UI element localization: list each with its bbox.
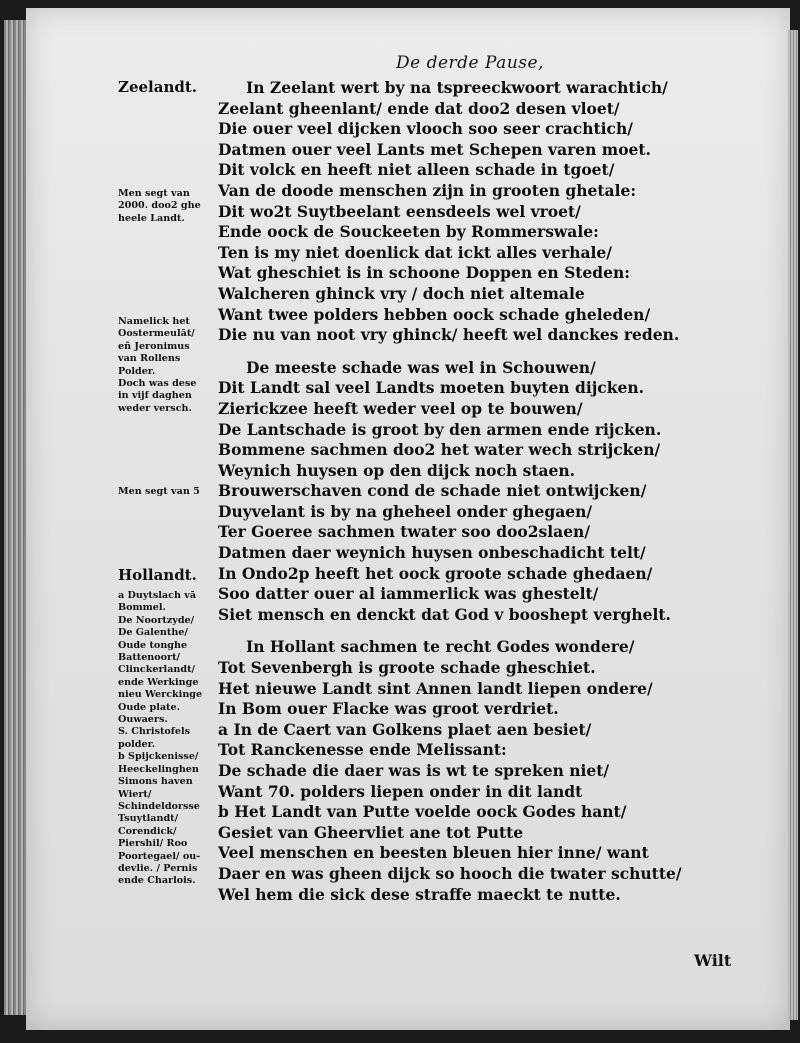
side-heading-hollandt: Hollandt. xyxy=(118,566,197,584)
verse-line: a In de Caert van Golkens plaet aen besiet/ xyxy=(218,719,592,739)
verse-line: Zierickzee heeft weder veel op te bouwen/ xyxy=(218,398,583,418)
margin-note-line: 2000. doo2 ghe xyxy=(118,200,201,212)
verse-line: Dit volck en heeft niet alleen schade in tgoet/ xyxy=(218,160,615,180)
margin-note-line: Battenoort/ xyxy=(118,652,181,664)
margin-note-2 xyxy=(118,316,222,415)
catchword: Wilt xyxy=(694,951,732,970)
margin-note-line: Corendick/ xyxy=(118,825,177,837)
stanza-gap xyxy=(218,346,666,358)
verse-line: De schade die daer was is wt te spreken niet/ xyxy=(218,761,610,780)
margin-note-line: S. Christofels xyxy=(118,726,191,738)
margin-note-line: Tsuytlandt/ xyxy=(118,813,179,825)
verse-line: Walcheren ghinck vry / doch niet altemale xyxy=(218,283,585,303)
verse-line: Tot Sevenbergh is groote schade gheschiet. xyxy=(218,658,596,678)
margin-note-line: De Noortzyde/ xyxy=(118,614,195,626)
margin-note-line: Polder. xyxy=(118,365,156,377)
margin-note-line: ende Werkinge xyxy=(118,676,199,688)
margin-note-line: Oostermeulāt/ xyxy=(118,328,195,340)
verse-line: De meeste schade was wel in Schouwen/ xyxy=(246,357,596,377)
margin-note-line: Schindeldorsse xyxy=(118,800,200,812)
margin-note-line: Piershil/ Roo xyxy=(118,838,188,850)
verse-line: Want 70. polders liepen onder in dit landt xyxy=(218,781,583,801)
margin-note-4 xyxy=(118,590,222,888)
margin-note-line: Heeckelinghen xyxy=(118,763,199,775)
verse-line: Brouwerschaven cond de schade niet ontwijcken/ xyxy=(218,481,647,501)
running-header: De derde Pause, xyxy=(396,53,544,73)
verse-line: Ende oock de Souckeeten by Rommerswale: xyxy=(218,222,599,242)
side-heading-zeelandt: Zeelandt. xyxy=(118,78,197,96)
margin-note-line: Ouwaers. xyxy=(118,714,168,726)
verse-line: Want twee polders hebben oock schade gheleden/ xyxy=(218,304,651,324)
poem-text xyxy=(218,78,682,905)
verse-line: Die ouer veel dijcken vlooch soo seer crachtich/ xyxy=(218,119,633,139)
margin-note-line: heele Landt. xyxy=(118,212,185,224)
verse-line: b Het Landt van Putte voelde oock Godes hant/ xyxy=(218,802,627,822)
verse-line: Ten is my niet doenlick dat ickt alles verhale/ xyxy=(218,242,612,262)
verse-line: Weynich huysen op den dijck noch staen. xyxy=(218,460,576,480)
verse-line: Het nieuwe Landt sint Annen landt liepen ondere/ xyxy=(218,678,653,698)
margin-note-line: Poortegael/ ou- xyxy=(118,850,201,862)
margin-note-line: eñ Jeronimus xyxy=(118,340,190,352)
margin-note-3 xyxy=(118,486,222,498)
margin-note-line: b Spijckenisse/ xyxy=(118,751,199,763)
verse-line: Ter Goeree sachmen twater soo doo2slaen/ xyxy=(218,522,590,542)
margin-note-1 xyxy=(118,188,222,225)
verse-line: Daer en was gheen dijck so hooch die twater schutte/ xyxy=(218,863,682,883)
verse-line: Die nu van noot vry ghinck/ heeft wel danckes reden. xyxy=(218,325,680,345)
book-fore-edge-right xyxy=(788,30,798,1020)
verse-line: Dit Landt sal veel Landts moeten buyten dijcken. xyxy=(218,378,645,398)
margin-note-line: De Galenthe/ xyxy=(118,627,188,639)
verse-line: Datmen ouer veel Lants met Schepen varen moet. xyxy=(218,139,651,159)
margin-note-line: Bommel. xyxy=(118,602,166,614)
margin-note-line: Doch was dese xyxy=(118,378,197,390)
verse-line: In Bom ouer Flacke was groot verdriet. xyxy=(218,699,559,719)
verse-line: Dit wo2t Suytbeelant eensdeels wel vroet/ xyxy=(218,201,581,221)
margin-note-line: weder versch. xyxy=(118,402,192,414)
margin-note-line: Namelick het xyxy=(118,316,190,327)
stanza-gap xyxy=(218,625,666,637)
margin-note-line: ende Charlois. xyxy=(118,875,196,887)
verse-line: Soo datter ouer al iammerlick was ghestelt/ xyxy=(218,584,599,604)
margin-note-line: Oude plate. xyxy=(118,701,180,713)
book-fore-edge-left xyxy=(4,20,28,1015)
verse-line: Wat gheschiet is in schoone Doppen en Steden: xyxy=(218,263,630,283)
verse-line: Wel hem die sick dese straffe maeckt te nutte. xyxy=(218,884,621,904)
verse-line: In Ondo2p heeft het oock groote schade ghedaen/ xyxy=(218,563,653,583)
verse-line: In Zeelant wert by na tspreeckwoort warachtich/ xyxy=(246,78,668,97)
margin-note-line: a Duytslach vā xyxy=(118,590,197,601)
verse-line: Tot Ranckenesse ende Melissant: xyxy=(218,740,507,760)
margin-note-line: Wiert/ xyxy=(118,788,152,800)
verse-line: Duyvelant is by na gheheel onder ghegaen/ xyxy=(218,501,593,521)
margin-note-line: Men segt van xyxy=(118,188,190,199)
verse-line: Gesiet van Gheervliet ane tot Putte xyxy=(218,822,524,842)
margin-note-line: devlie. / Pernis xyxy=(118,862,198,874)
verse-line: Zeelant gheenlant/ ende dat doo2 desen vloet/ xyxy=(218,98,620,118)
margin-note-line: Simons haven xyxy=(118,776,193,788)
margin-note-line: Clinckerlandt/ xyxy=(118,664,196,676)
verse-line: Bommene sachmen doo2 het water wech strijcken/ xyxy=(218,440,661,460)
margin-note-line: nieu Werckinge xyxy=(118,689,203,701)
verse-line: Datmen daer weynich huysen onbeschadicht telt/ xyxy=(218,543,646,563)
margin-note-line: van Rollens xyxy=(118,353,181,365)
margin-note-line: in vijf daghen xyxy=(118,390,192,402)
margin-note-line: Men segt van 5 xyxy=(118,486,200,497)
margin-note-line: polder. xyxy=(118,738,156,750)
verse-line: Siet mensch en denckt dat God v booshept verghelt. xyxy=(218,604,671,624)
verse-line: In Hollant sachmen te recht Godes wondere/ xyxy=(246,637,635,657)
verse-line: De Lantschade is groot by den armen ende rijcken. xyxy=(218,419,662,439)
verse-line: Van de doode menschen zijn in grooten ghetale: xyxy=(218,180,637,200)
verse-line: Veel menschen en beesten bleuen hier inne/ want xyxy=(218,843,649,863)
margin-note-line: Oude tonghe xyxy=(118,639,188,651)
